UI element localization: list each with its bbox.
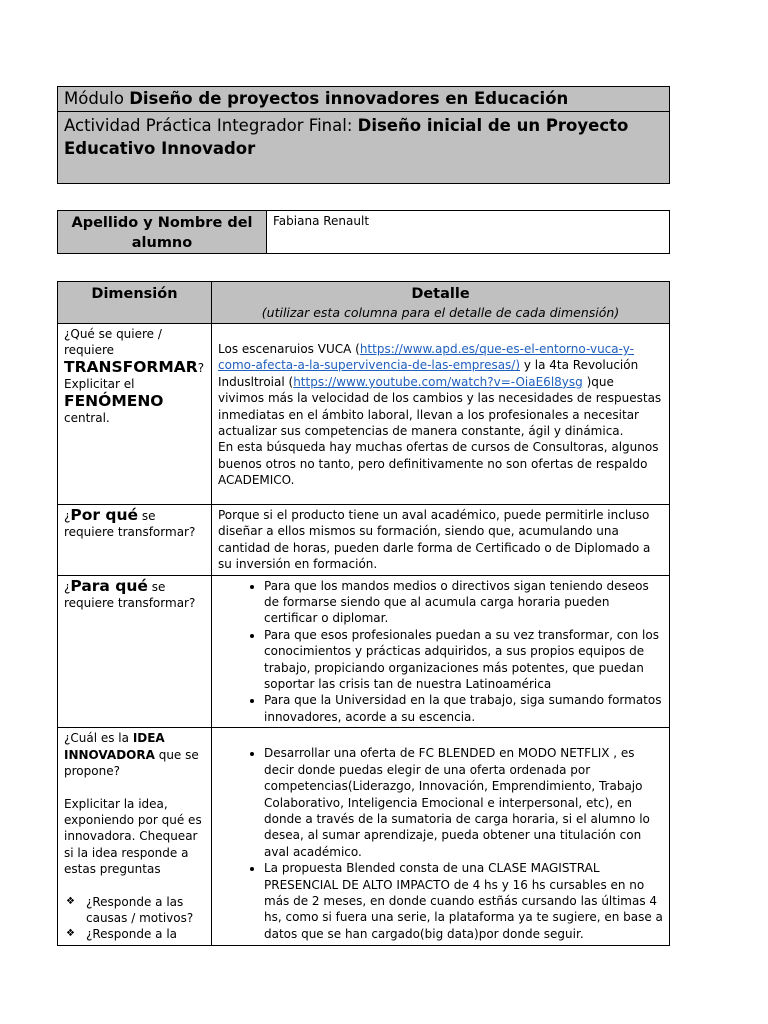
activity-title-row	[58, 112, 669, 162]
row3-question: ¿Para qué se requiere transformar?	[58, 575, 212, 728]
student-name: Fabiana Renault	[273, 214, 370, 228]
list-item: • La propuesta Blended consta de una CLASE MAGISTRAL PRESENCIAL DE ALTO IMPACTO de 4 hs y 16 hs cursables en no más de 2 meses, en donde cuando estñás cursando las últimas 4 hs, como si fuera una serie, la plataforma ya te sugiere, en base a datos que se han cargado(big data)por donde seguir.	[264, 860, 663, 942]
module-prefix: Módulo	[64, 89, 130, 108]
student-row	[57, 210, 670, 254]
list-item: • Para que la Universidad en la que trabajo, siga sumando formatos innovadores, acorde a su escencia.	[264, 692, 663, 725]
module-header	[57, 86, 670, 184]
row2-detail: Porque si el producto tiene un aval académico, puede permitirle incluso diseñar a ellos mismos su formación, siendo que, acumulando una cantidad de horas, pueden darle forma de Certificado o de Diplomado a su inversión en formación.	[212, 505, 670, 576]
vuca-link[interactable]: https://www.apd.es/que-es-el-entorno-vuca-y-como-afecta-a-la-supervivencia-de-las-empresas/)	[218, 342, 634, 373]
row2-question: ¿Por qué se requiere transformar?	[58, 505, 212, 576]
table-row	[58, 324, 670, 505]
youtube-link[interactable]: https://www.youtube.com/watch?v=-OiaE6l8ysg	[293, 374, 583, 389]
row3-detail	[212, 575, 670, 728]
dimension-table	[57, 281, 670, 946]
table-row	[58, 505, 670, 576]
module-title-row	[58, 87, 669, 112]
activity-title: Diseño inicial de un Proyecto Educativo Innovador	[64, 116, 629, 158]
list-item: ❖ ¿Responde a la	[86, 926, 205, 942]
row1-detail-p2: En esta búsqueda hay muchas ofertas de cursos de Consultoras, algunos buenos otros no tanto, pero definitivamente no son ofertas de respaldo ACADEMICO.	[218, 440, 659, 488]
row4-detail	[212, 728, 670, 945]
table-row	[58, 575, 670, 728]
col-detail-header: Detalle (utilizar esta columna para el detalle de cada dimensión)	[212, 282, 670, 324]
student-label: Apellido y Nombre del alumno	[58, 211, 267, 253]
row4-question-p2: Explicitar la idea, exponiendo por qué es innovadora. Chequear si la idea responde a estas preguntas	[64, 796, 202, 877]
table-row	[58, 728, 670, 945]
col-detail-subheader: (utilizar esta columna para el detalle de cada dimensión)	[261, 305, 620, 320]
list-item: ❖ ¿Responde a las causas / motivos?	[86, 894, 205, 927]
list-item: • Para que esos profesionales puedan a su vez transformar, con los conocimientos y prácticas adquiridos, a sus propios equipos de trabajo, propiciando organizaciones más potentes, que puedan soportar las crisis tan de nuestra Latinoamérica	[264, 627, 663, 693]
row1-detail: Los escenaruios VUCA (https://www.apd.es/que-es-el-entorno-vuca-y-como-afecta-a-la-supervivencia-de-las-empresas/) y la 4ta Revolución Indusltroial (https://www.youtube.com/watch?v=-OiaE6l8ysg )que vivimos más la velocidad de los cambios y las necesidades de respuestas inmediatas en el ámbito laboral, llevan a los profesionales a necesitar actualizar sus competencias de manera constante, ágil y dinámica. En esta búsqueda hay muchas ofertas de cursos de Consultoras, algunos buenos otros no tanto, pero definitivamente no son ofertas de respaldo ACADEMICO.	[212, 324, 670, 505]
list-item: • Para que los mandos medios o directivos sigan teniendo deseos de formarse siendo que al acumula carga horaria pueden certificar o diplomar.	[264, 578, 663, 627]
col-dimension-header: Dimensión	[58, 282, 212, 324]
row1-question: ¿Qué se quiere / requiere TRANSFORMAR? Explicitar el FENÓMENO central.	[58, 324, 212, 505]
module-title: Diseño de proyectos innovadores en Educación	[129, 89, 569, 108]
list-item: • Desarrollar una oferta de FC BLENDED en MODO NETFLIX , es decir donde puedas elegir de una oferta ordenada por competencias(Liderazgo, Innovación, Emprendimiento, Trabajo Colaborativo, Inteligencia Emocional e interpersonal, etc), en donde a través de la sumatoria de carga horaria, si el alumno lo desea, al sumar aprendizaje, pueda obtener una titulación con aval académico.	[264, 745, 663, 860]
activity-prefix: Actividad Práctica Integrador Final:	[64, 116, 358, 135]
table-header-row	[58, 282, 670, 324]
row4-question: ¿Cuál es la IDEA INNOVADORA que se propone? Explicitar la idea, exponiendo por qué es innovadora. Chequear si la idea responde a estas preguntas ❖ ¿Responde a las causas / motivos? ❖ ¿Responde a la	[58, 728, 212, 945]
